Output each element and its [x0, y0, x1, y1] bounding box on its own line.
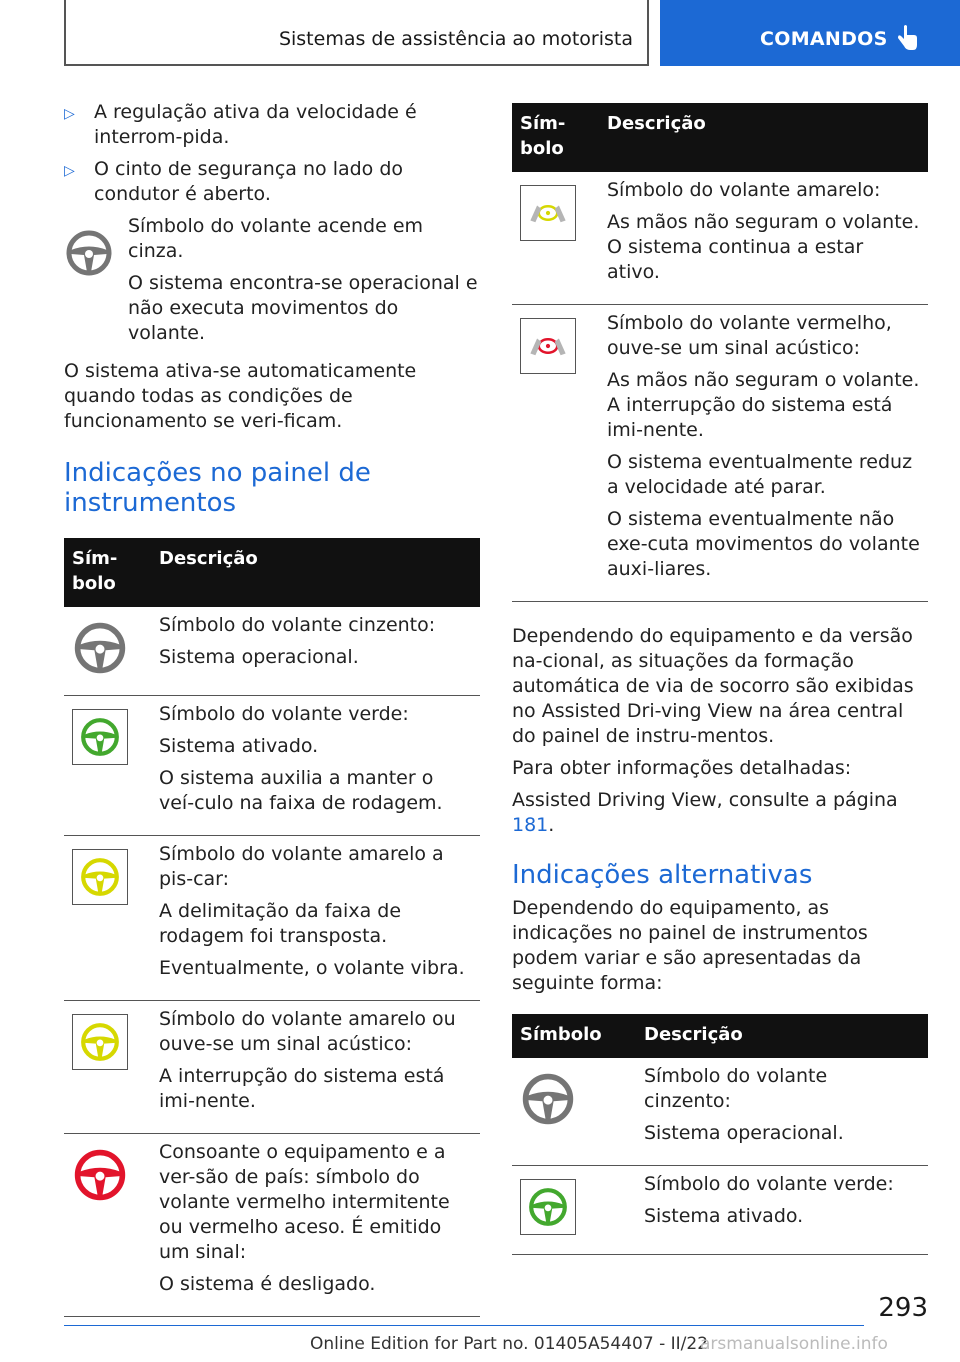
steering-wheel-green-icon — [79, 716, 121, 758]
table-row: Símbolo do volante cinzento: Sistema operacional. — [512, 1058, 928, 1166]
header-section-tab — [64, 0, 649, 66]
right-column — [512, 103, 928, 1255]
body-paragraph: Dependendo do equipamento e da versão na-cional, as situações da formação automática de via de socorro são exibidas no Assisted Dri-ving View na área central do painel de instru-mentos. — [512, 625, 914, 747]
table-row: Símbolo do volante amarelo ou ouve-se um sinal acústico: A interrupção do sistema está imi-nente. — [64, 1001, 480, 1134]
table-row: Consoante o equipamento e a ver-são de país: símbolo do volante vermelho intermitente ou vermelho aceso. É emitido um sinal: O sistema é desligado. — [64, 1134, 480, 1317]
body-paragraph: Para obter informações detalhadas: — [512, 757, 852, 779]
alternative-indicator-table — [512, 1014, 928, 1255]
edition-note: Online Edition for Part no. 01405A54407 - II/22 — [310, 1334, 709, 1354]
steering-wheel-red-icon — [72, 1147, 128, 1203]
body-paragraph: O sistema ativa-se automaticamente quando todas as condições de funcionamento se veri-ficam. — [64, 360, 417, 432]
left-column — [64, 100, 480, 1317]
pointing-hand-icon — [896, 24, 918, 52]
bullet-triangle-icon: ▷ — [64, 106, 75, 122]
icon-paragraph: Símbolo do volante acende em cinza. O sistema encontra-se operacional e não executa movimentos do volante. — [64, 214, 480, 353]
table-row: Símbolo do volante vermelho, ouve-se um sinal acústico: As mãos não seguram o volante. A interrupção do sistema está imi-nente. O sistema eventualmente reduz a velocidade até parar. O sistema eventualmente não exe-cuta movimentos do volante auxi-liares. — [512, 305, 928, 602]
steering-wheel-green-icon — [527, 1186, 569, 1228]
table-row: Símbolo do volante amarelo a pis-car: A delimitação da faixa de rodagem foi transposta. Eventualmente, o volante vibra. — [64, 836, 480, 1001]
steering-wheel-yellow-icon — [79, 1021, 121, 1063]
indicator-table — [64, 538, 480, 1317]
section-title: Sistemas de assistência ao motorista — [278, 28, 633, 50]
column-header-symbol: Sím-bolo — [64, 538, 151, 607]
column-header-description: Descrição — [636, 1014, 928, 1058]
steering-wheel-gray-icon — [72, 620, 128, 676]
steering-wheel-gray-icon — [64, 228, 114, 278]
watermark: arsmanualsonline.info — [700, 1334, 888, 1354]
column-header-description: Descrição — [151, 538, 480, 607]
hands-on-wheel-yellow-icon — [527, 192, 569, 234]
bullet-triangle-icon: ▷ — [64, 163, 75, 179]
column-header-symbol: Sím-bolo — [512, 103, 599, 172]
section-heading: Indicações alternativas — [512, 860, 813, 890]
chapter-title: COMANDOS — [760, 28, 888, 50]
table-row: Símbolo do volante verde: Sistema ativado. — [512, 1166, 928, 1255]
footer-divider — [64, 1325, 864, 1326]
table-row: Símbolo do volante amarelo: As mãos não seguram o volante. O sistema continua a estar ativo. — [512, 172, 928, 305]
column-header-description: Descrição — [599, 103, 928, 172]
column-header-symbol: Símbolo — [512, 1014, 636, 1058]
table-row: Símbolo do volante verde: Sistema ativado. O sistema auxilia a manter o veí-culo na faixa de rodagem. — [64, 696, 480, 836]
hands-on-wheel-red-icon — [527, 325, 569, 367]
body-paragraph: Assisted Driving View, consulte a página 181. — [512, 789, 898, 836]
table-row: Símbolo do volante cinzento: Sistema operacional. — [64, 607, 480, 696]
body-paragraph: Dependendo do equipamento, as indicações no painel de instrumentos podem variar e são apresentadas da seguinte forma: — [512, 897, 868, 994]
steering-wheel-yellow-blinking-icon — [79, 856, 121, 898]
hands-off-table — [512, 103, 928, 602]
page-link[interactable]: 181 — [512, 814, 549, 836]
bullet-item: ▷ A regulação ativa da velocidade é interrom-pida. — [64, 101, 417, 148]
bullet-item: ▷ O cinto de segurança no lado do condutor é aberto. — [64, 158, 404, 205]
section-heading: Indicações no painel de instrumentos — [64, 458, 371, 518]
steering-wheel-gray-icon — [520, 1071, 576, 1127]
page-number: 293 — [878, 1293, 928, 1323]
header-chapter-tab[interactable] — [660, 0, 960, 66]
